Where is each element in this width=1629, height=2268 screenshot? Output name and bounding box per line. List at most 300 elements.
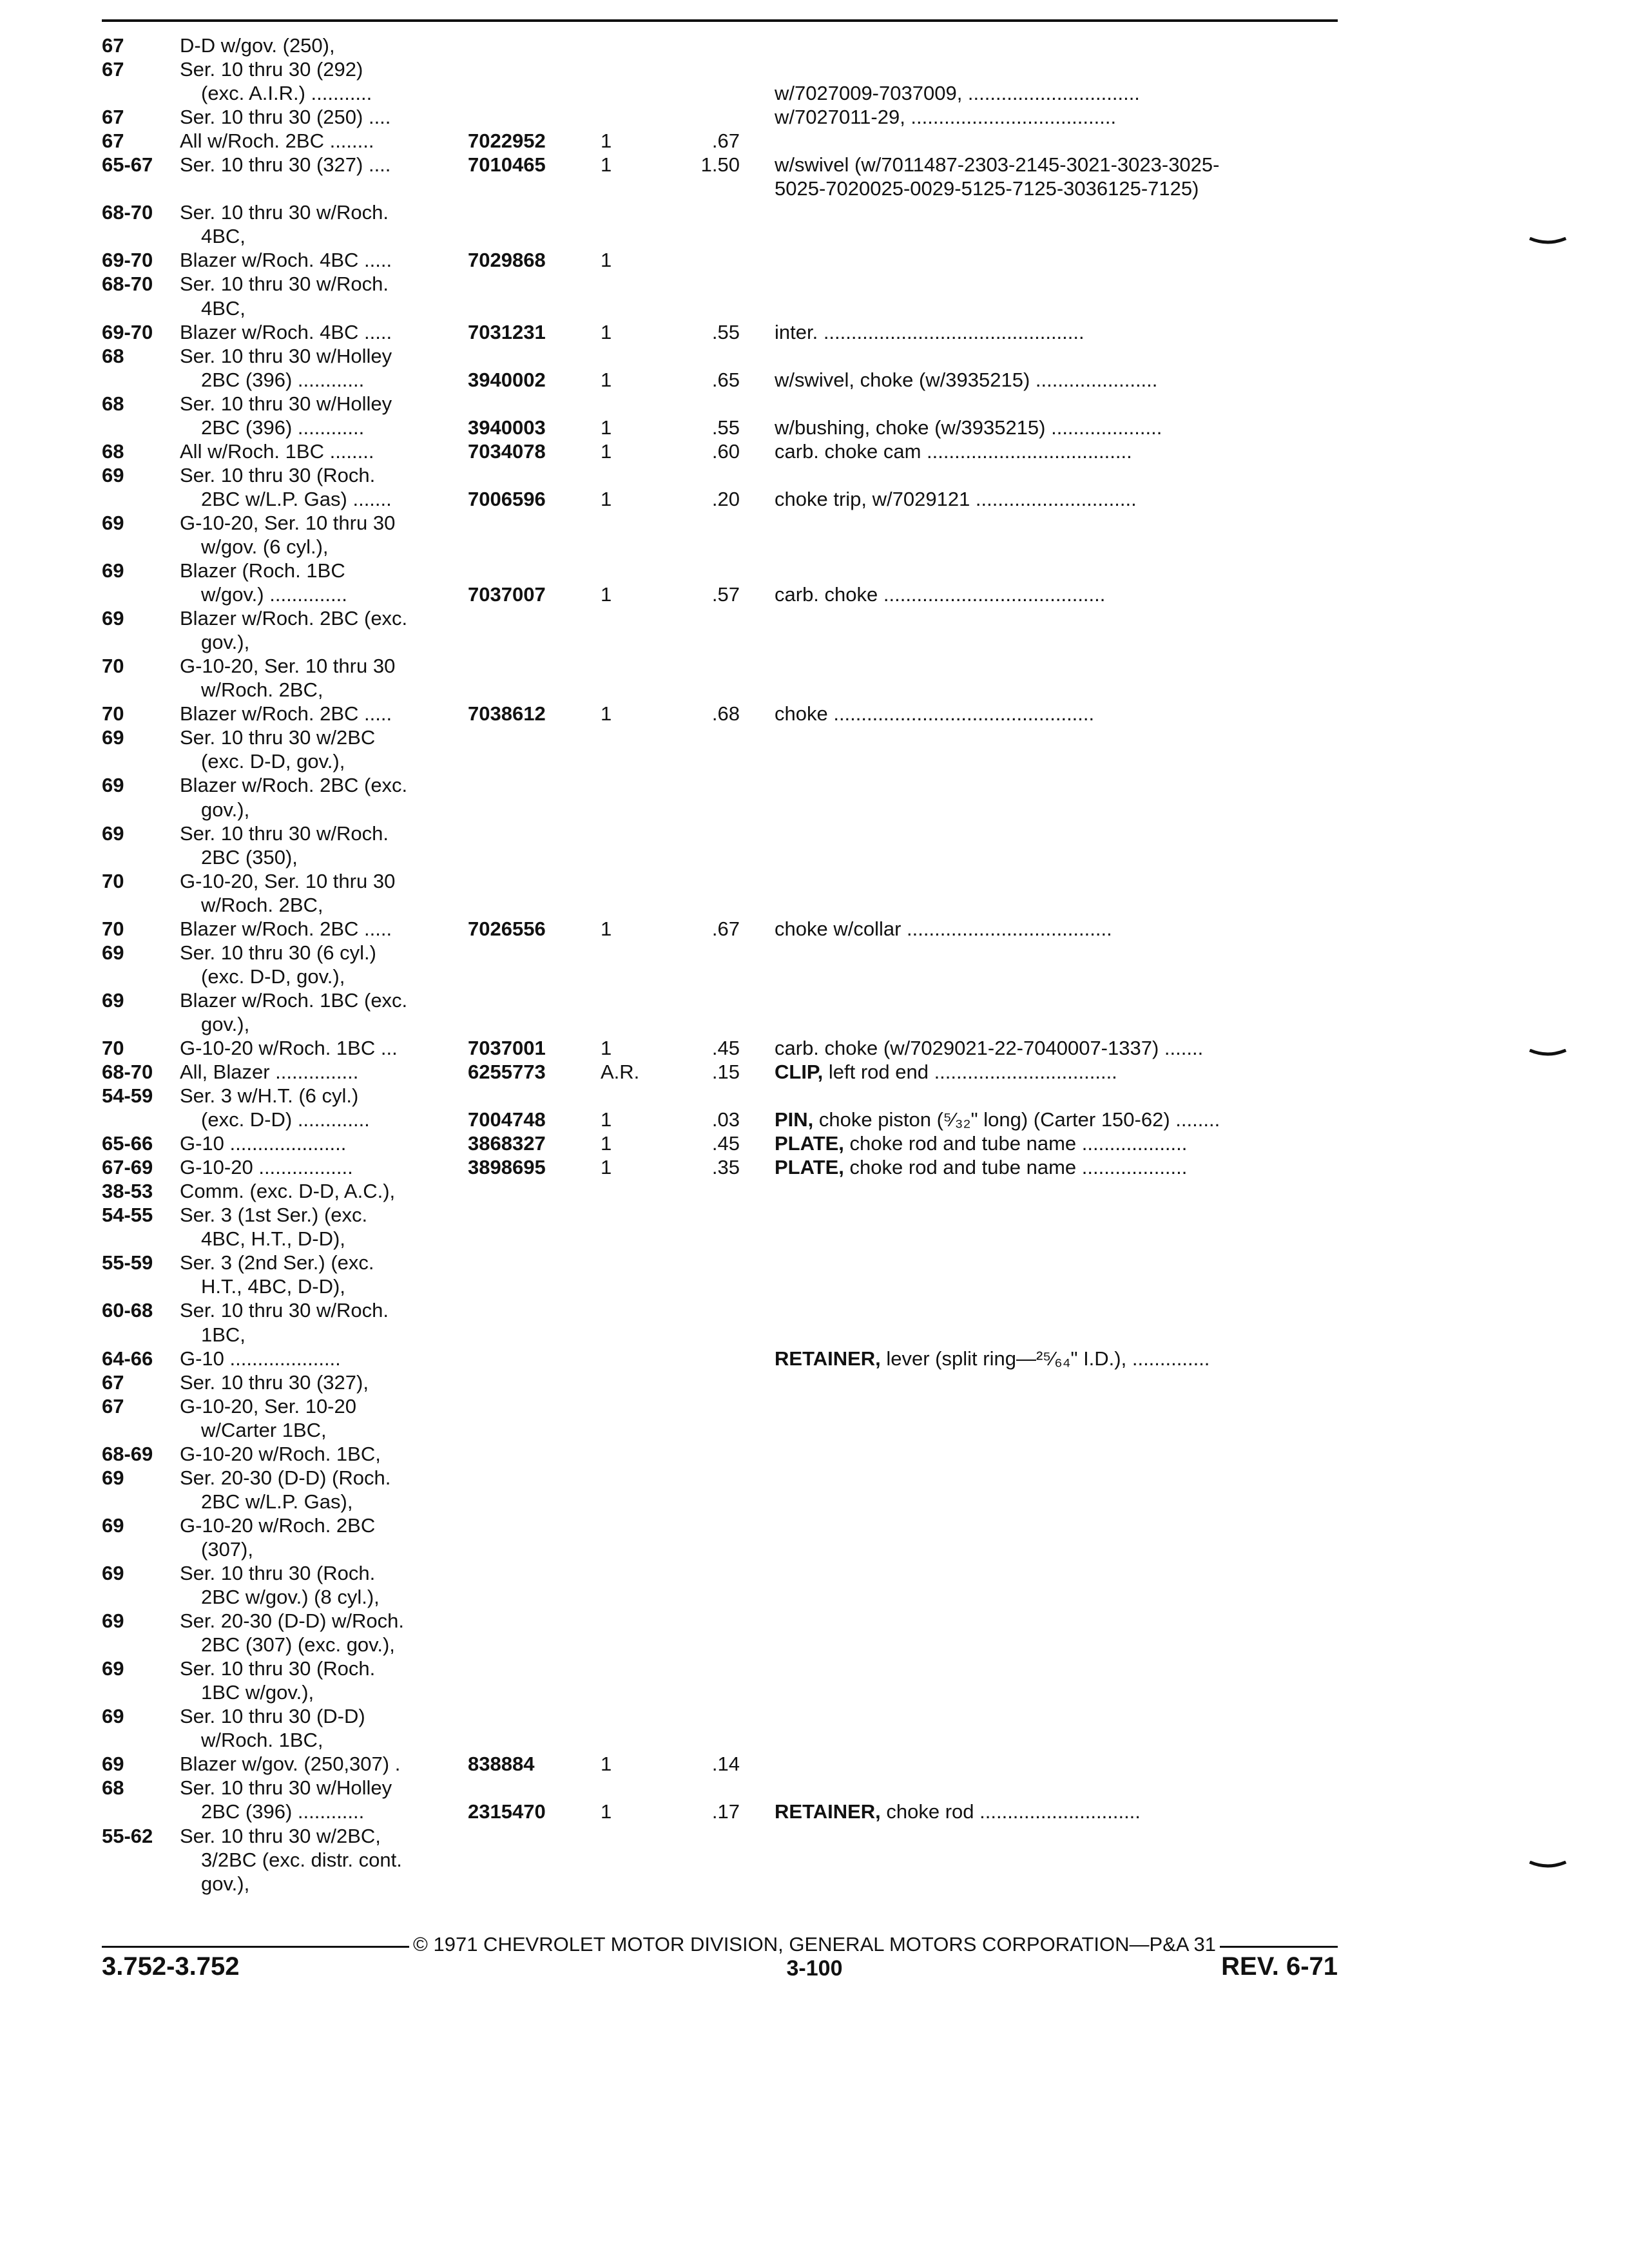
list-item [0, 1728, 1629, 1752]
quantity: 1 [601, 320, 612, 343]
list-item [0, 606, 1629, 630]
list-price: .35 [711, 1156, 740, 1179]
list-item [0, 749, 1629, 773]
model-years: 70 [102, 869, 124, 892]
model-years: 68 [102, 439, 124, 463]
model-years: 68-69 [102, 1442, 153, 1465]
part-name: PLATE, [775, 1156, 844, 1179]
application-description: Ser. 10 thru 30 (Roch. [180, 1657, 376, 1680]
application-description: G-10-20 w/Roch. 2BC [180, 1514, 376, 1537]
quantity: 1 [601, 1753, 612, 1776]
part-number: 7037001 [468, 1036, 546, 1059]
list-item [0, 1680, 1629, 1704]
application-description: 2BC (396) ............ [201, 368, 365, 391]
quantity: 1 [601, 487, 612, 510]
list-item [0, 1800, 1629, 1823]
list-price: .14 [711, 1753, 740, 1776]
part-description [775, 416, 1338, 439]
model-years: 65-66 [102, 1132, 153, 1155]
application-description: Comm. (exc. D-D, A.C.), [180, 1180, 396, 1203]
part-number: 7034078 [468, 439, 546, 463]
list-item [0, 1036, 1629, 1060]
list-price: .68 [711, 702, 740, 726]
part-number: 7037007 [468, 583, 546, 606]
model-years: 69-70 [102, 320, 153, 343]
quantity: 1 [601, 1036, 612, 1059]
model-years: 70 [102, 702, 124, 726]
application-description: G-10-20, Ser. 10 thru 30 [180, 869, 396, 892]
application-description: 1BC w/gov.), [201, 1681, 314, 1704]
list-item [0, 678, 1629, 702]
application-description: D-D w/gov. (250), [180, 34, 335, 57]
list-price: 1.50 [700, 153, 740, 177]
part-number: 7022952 [468, 130, 546, 153]
application-description: 4BC, [201, 225, 246, 248]
application-description: (exc. A.I.R.) ........... [201, 82, 372, 105]
part-detail-text: w/swivel (w/7011487-2303-2145-3021-3023-3025- [775, 153, 1220, 177]
part-detail-text: lever (split ring—²⁵⁄₆₄" I.D.), .............. [880, 1347, 1210, 1370]
application-description: Ser. 10 thru 30 (Roch. [180, 463, 376, 486]
application-description: Ser. 20-30 (D-D) w/Roch. [180, 1610, 404, 1633]
list-item [0, 1274, 1629, 1298]
part-detail-text: choke rod and tube name ................... [843, 1132, 1188, 1155]
model-years: 69 [102, 1562, 124, 1584]
application-description: 2BC (396) ............ [201, 416, 365, 439]
application-description: 2BC (396) ............ [201, 1800, 365, 1823]
application-description: All w/Roch. 1BC ........ [180, 439, 374, 463]
list-item [0, 1155, 1629, 1179]
list-item [0, 1347, 1629, 1370]
list-item [0, 105, 1629, 129]
application-description: Blazer w/gov. (250,307) . [180, 1753, 401, 1776]
model-years: 69 [102, 822, 124, 845]
part-description [775, 1036, 1338, 1060]
part-description [775, 320, 1338, 344]
quantity: 1 [601, 1156, 612, 1179]
part-detail-text: choke piston (⁵⁄₃₂" long) (Carter 150-62) ........ [813, 1108, 1220, 1131]
application-description: 2BC (350), [201, 845, 298, 869]
model-years: 69 [102, 1466, 124, 1489]
application-description: w/gov. (6 cyl.), [201, 535, 329, 558]
part-number: 7031231 [468, 320, 546, 343]
model-years: 68 [102, 344, 124, 367]
list-item [0, 129, 1629, 153]
part-detail-text: w/7027009-7037009, ............................... [775, 82, 1140, 105]
list-item [0, 941, 1629, 965]
list-item [0, 822, 1629, 845]
application-description: Ser. 10 thru 30 (327), [180, 1370, 369, 1394]
part-description [775, 177, 1338, 200]
part-detail-text: 5025-7020025-0029-5125-7125-3036125-7125) [775, 177, 1199, 200]
list-price: .67 [711, 917, 740, 940]
list-item [0, 1704, 1629, 1728]
application-description: 2BC (307) (exc. gov.), [201, 1633, 395, 1657]
application-description: w/Roch. 2BC, [201, 893, 323, 916]
application-description: 4BC, [201, 296, 246, 320]
part-number: 6255773 [468, 1061, 546, 1084]
application-description: Ser. 10 thru 30 w/Roch. [180, 822, 389, 845]
part-description [775, 917, 1338, 941]
list-item [0, 224, 1629, 248]
list-item [0, 1108, 1629, 1131]
list-item [0, 200, 1629, 224]
list-item [0, 439, 1629, 463]
part-number: 3868327 [468, 1132, 546, 1155]
list-item [0, 368, 1629, 392]
application-description: w/Carter 1BC, [201, 1418, 327, 1441]
revision-label: REV. 6-71 [1221, 1952, 1338, 1981]
part-name: RETAINER, [775, 1347, 881, 1370]
list-item [0, 1824, 1629, 1848]
application-description: G-10-20 w/Roch. 1BC ... [180, 1036, 398, 1059]
list-item [0, 1298, 1629, 1322]
application-description: Ser. 10 thru 30 w/Roch. [180, 1299, 389, 1322]
part-name: PLATE, [775, 1132, 844, 1155]
list-price: .67 [711, 130, 740, 153]
parts-list [0, 34, 1629, 1896]
list-item [0, 1609, 1629, 1633]
part-number: 7026556 [468, 917, 546, 940]
model-years: 69 [102, 1657, 124, 1680]
part-description [775, 1131, 1338, 1155]
list-item [0, 392, 1629, 416]
model-years: 69 [102, 559, 124, 582]
list-item [0, 559, 1629, 582]
list-item [0, 654, 1629, 678]
model-years: 65-67 [102, 153, 153, 177]
part-name: RETAINER, [775, 1800, 881, 1823]
part-name: PIN, [775, 1108, 814, 1131]
application-description: Ser. 3 w/H.T. (6 cyl.) [180, 1084, 359, 1108]
application-description: 4BC, H.T., D-D), [201, 1227, 345, 1251]
model-years: 54-59 [102, 1084, 153, 1108]
list-item [0, 869, 1629, 893]
model-years: 67 [102, 34, 124, 57]
list-item [0, 630, 1629, 654]
list-item [0, 1561, 1629, 1585]
application-description: Ser. 10 thru 30 (327) .... [180, 153, 391, 177]
part-detail-text: choke trip, w/7029121 ............................. [775, 487, 1137, 510]
list-item [0, 1848, 1629, 1872]
application-description: G-10-20, Ser. 10-20 [180, 1394, 356, 1418]
list-item [0, 845, 1629, 869]
application-description: Ser. 10 thru 30 (Roch. [180, 1562, 376, 1584]
application-description: Ser. 3 (1st Ser.) (exc. [180, 1204, 368, 1227]
list-item [0, 1585, 1629, 1609]
model-years: 68 [102, 392, 124, 415]
page-number: 3-100 [786, 1956, 843, 1981]
model-years: 70 [102, 917, 124, 940]
list-item [0, 535, 1629, 559]
part-detail-text: inter. ............................................... [775, 320, 1084, 343]
list-item [0, 1776, 1629, 1800]
application-description: 2BC w/L.P. Gas) ....... [201, 487, 392, 510]
quantity: 1 [601, 249, 612, 272]
part-number: 3940003 [468, 416, 546, 439]
quantity: 1 [601, 583, 612, 606]
application-description: Ser. 10 thru 30 (292) [180, 58, 363, 81]
part-description [775, 487, 1338, 511]
quantity: 1 [601, 130, 612, 153]
list-item [0, 798, 1629, 822]
list-item [0, 81, 1629, 105]
application-description: Blazer w/Roch. 2BC ..... [180, 917, 392, 940]
list-item [0, 511, 1629, 535]
application-description: All w/Roch. 2BC ........ [180, 130, 374, 153]
list-item [0, 917, 1629, 941]
part-description [775, 368, 1338, 392]
part-number: 7010465 [468, 153, 546, 177]
part-detail-text: choke rod and tube name ................... [843, 1156, 1188, 1179]
application-description: Ser. 10 thru 30 (250) .... [180, 106, 391, 129]
list-price: .17 [711, 1800, 740, 1823]
part-description [775, 439, 1338, 463]
part-description [775, 153, 1338, 177]
part-number: 3898695 [468, 1156, 546, 1179]
application-description: Ser. 10 thru 30 (D-D) [180, 1705, 365, 1728]
list-price: .15 [711, 1061, 740, 1084]
application-description: Ser. 10 thru 30 w/Holley [180, 1776, 392, 1800]
application-description: Ser. 10 thru 30 (6 cyl.) [180, 941, 376, 964]
model-years: 67 [102, 1394, 124, 1418]
part-detail-text: choke ............................................... [775, 702, 1095, 726]
part-description [775, 1155, 1338, 1179]
application-description: G-10-20 ................. [180, 1156, 353, 1179]
application-description: Ser. 10 thru 30 w/Holley [180, 344, 392, 367]
application-description: Ser. 10 thru 30 w/Roch. [180, 273, 389, 296]
list-item [0, 57, 1629, 81]
model-years: 69 [102, 511, 124, 534]
part-detail-text: w/swivel, choke (w/3935215) ...................... [775, 368, 1158, 391]
quantity: 1 [601, 368, 612, 391]
list-item [0, 153, 1629, 177]
model-years: 69 [102, 1705, 124, 1728]
list-item [0, 272, 1629, 296]
part-number: 7006596 [468, 487, 546, 510]
part-detail-text: left rod end ................................. [823, 1061, 1117, 1084]
part-description [775, 105, 1338, 129]
part-description [775, 1060, 1338, 1084]
model-years: 38-53 [102, 1180, 153, 1203]
application-description: G-10 .................... [180, 1347, 341, 1370]
model-years: 69-70 [102, 249, 153, 272]
footer-copyright [0, 1932, 1629, 1957]
application-description: (exc. D-D, gov.), [201, 750, 345, 773]
application-description: All, Blazer ............... [180, 1061, 359, 1084]
application-description: (307), [201, 1537, 253, 1561]
model-years: 67 [102, 106, 124, 129]
quantity: 1 [601, 702, 612, 726]
model-years: 70 [102, 655, 124, 678]
part-description [775, 81, 1338, 105]
quantity: 1 [601, 917, 612, 940]
model-years: 54-55 [102, 1204, 153, 1227]
application-description: 3/2BC (exc. distr. cont. [201, 1848, 402, 1871]
list-price: .57 [711, 583, 740, 606]
model-years: 69 [102, 1610, 124, 1633]
model-years: 67 [102, 1370, 124, 1394]
application-description: Ser. 10 thru 30 w/Holley [180, 392, 392, 415]
list-item [0, 1394, 1629, 1418]
quantity: 1 [601, 1800, 612, 1823]
list-item [0, 1537, 1629, 1561]
top-rule [102, 19, 1338, 22]
model-years: 68-70 [102, 201, 153, 224]
list-price: .03 [711, 1108, 740, 1131]
model-years: 64-66 [102, 1347, 153, 1370]
part-detail-text: choke rod ............................. [880, 1800, 1141, 1823]
list-item [0, 773, 1629, 797]
application-description: w/Roch. 1BC, [201, 1729, 323, 1752]
application-description: G-10-20 w/Roch. 1BC, [180, 1442, 381, 1465]
model-years: 55-59 [102, 1251, 153, 1274]
application-description: 2BC w/gov.) (8 cyl.), [201, 1586, 380, 1609]
model-years: 69 [102, 774, 124, 797]
model-years: 69 [102, 1753, 124, 1776]
list-item [0, 1227, 1629, 1251]
model-years: 68-70 [102, 1061, 153, 1084]
quantity: 1 [601, 439, 612, 463]
model-years: 69 [102, 726, 124, 749]
part-detail-text: carb. choke ........................................ [775, 583, 1106, 606]
model-years: 68-70 [102, 273, 153, 296]
application-description: 1BC, [201, 1323, 246, 1346]
application-description: Ser. 10 thru 30 w/Roch. [180, 201, 389, 224]
part-description [775, 1800, 1338, 1823]
list-item [0, 1466, 1629, 1490]
application-description: G-10-20, Ser. 10 thru 30 [180, 655, 396, 678]
list-item [0, 1442, 1629, 1466]
list-item [0, 1657, 1629, 1680]
list-item [0, 1370, 1629, 1394]
application-description: Blazer w/Roch. 4BC ..... [180, 320, 392, 343]
application-description: Blazer w/Roch. 4BC ..... [180, 249, 392, 272]
model-years: 69 [102, 941, 124, 964]
list-item [0, 1012, 1629, 1036]
list-item [0, 1752, 1629, 1776]
list-item [0, 463, 1629, 487]
part-description [775, 1108, 1338, 1131]
application-description: gov.), [201, 631, 250, 654]
list-price: .55 [711, 416, 740, 439]
model-years: 69 [102, 463, 124, 486]
list-price: .45 [711, 1036, 740, 1059]
part-detail-text: carb. choke cam ..................................... [775, 439, 1132, 463]
list-item [0, 1514, 1629, 1537]
application-description: H.T., 4BC, D-D), [201, 1275, 345, 1298]
application-description: Ser. 10 thru 30 w/2BC, [180, 1824, 381, 1847]
list-item [0, 1490, 1629, 1514]
application-description: w/Roch. 2BC, [201, 678, 323, 702]
list-item [0, 344, 1629, 368]
model-years: 67 [102, 130, 124, 153]
application-description: Blazer (Roch. 1BC [180, 559, 345, 582]
list-item [0, 988, 1629, 1012]
application-description: gov.), [201, 1012, 250, 1035]
list-item [0, 1418, 1629, 1442]
list-item [0, 177, 1629, 200]
list-item [0, 1323, 1629, 1347]
application-description: (exc. D-D, gov.), [201, 965, 345, 988]
quantity: 1 [601, 416, 612, 439]
application-description: Blazer w/Roch. 2BC (exc. [180, 607, 408, 630]
list-item [0, 1179, 1629, 1203]
binder-hole-mark [1528, 1049, 1567, 1057]
model-years: 67 [102, 58, 124, 81]
application-description: Ser. 10 thru 30 w/2BC [180, 726, 376, 749]
list-item [0, 416, 1629, 439]
part-number: 2315470 [468, 1800, 546, 1823]
application-description: w/gov.) .............. [201, 583, 347, 606]
list-item [0, 296, 1629, 320]
list-item [0, 726, 1629, 749]
list-item [0, 487, 1629, 511]
model-years: 68 [102, 1776, 124, 1800]
list-item [0, 965, 1629, 988]
list-item [0, 1872, 1629, 1896]
part-description [775, 1347, 1338, 1370]
list-item [0, 893, 1629, 917]
list-item [0, 34, 1629, 57]
quantity: A.R. [601, 1061, 640, 1084]
binder-hole-mark [1528, 1861, 1567, 1869]
list-item [0, 1084, 1629, 1108]
application-description: Ser. 20-30 (D-D) (Roch. [180, 1466, 391, 1489]
list-item [0, 1251, 1629, 1274]
model-years: 55-62 [102, 1824, 153, 1847]
application-description: Blazer w/Roch. 1BC (exc. [180, 988, 408, 1012]
application-description: gov.), [201, 798, 250, 821]
quantity: 1 [601, 153, 612, 177]
part-detail-text: choke w/collar ..................................... [775, 917, 1112, 940]
part-detail-text: carb. choke (w/7029021-22-7040007-1337) ....... [775, 1036, 1204, 1059]
model-years: 69 [102, 988, 124, 1012]
list-price: .20 [711, 487, 740, 510]
list-item [0, 248, 1629, 272]
application-description: Blazer w/Roch. 2BC (exc. [180, 774, 408, 797]
model-years: 60-68 [102, 1299, 153, 1322]
application-description: gov.), [201, 1872, 250, 1895]
part-number: 7038612 [468, 702, 546, 726]
model-years: 69 [102, 1514, 124, 1537]
model-years: 69 [102, 607, 124, 630]
list-item [0, 582, 1629, 606]
list-item [0, 1060, 1629, 1084]
application-description: Ser. 3 (2nd Ser.) (exc. [180, 1251, 374, 1274]
part-detail-text: w/bushing, choke (w/3935215) .................... [775, 416, 1162, 439]
section-range: 3.752-3.752 [102, 1952, 240, 1981]
part-number: 3940002 [468, 368, 546, 391]
list-item [0, 320, 1629, 344]
application-description: (exc. D-D) ............. [201, 1108, 370, 1131]
list-price: .55 [711, 320, 740, 343]
binder-hole-mark [1528, 237, 1567, 245]
quantity: 1 [601, 1132, 612, 1155]
part-number: 838884 [468, 1753, 535, 1776]
part-description [775, 702, 1338, 726]
list-price: .45 [711, 1132, 740, 1155]
list-item [0, 1203, 1629, 1227]
model-years: 70 [102, 1036, 124, 1059]
copyright-text: © 1971 CHEVROLET MOTOR DIVISION, GENERAL MOTORS CORPORATION—P&A 31 [409, 1933, 1220, 1956]
application-description: Blazer w/Roch. 2BC ..... [180, 702, 392, 726]
part-number: 7004748 [468, 1108, 546, 1131]
list-item [0, 1131, 1629, 1155]
application-description: G-10-20, Ser. 10 thru 30 [180, 511, 396, 534]
part-number: 7029868 [468, 249, 546, 272]
model-years: 67-69 [102, 1156, 153, 1179]
list-price: .65 [711, 368, 740, 391]
